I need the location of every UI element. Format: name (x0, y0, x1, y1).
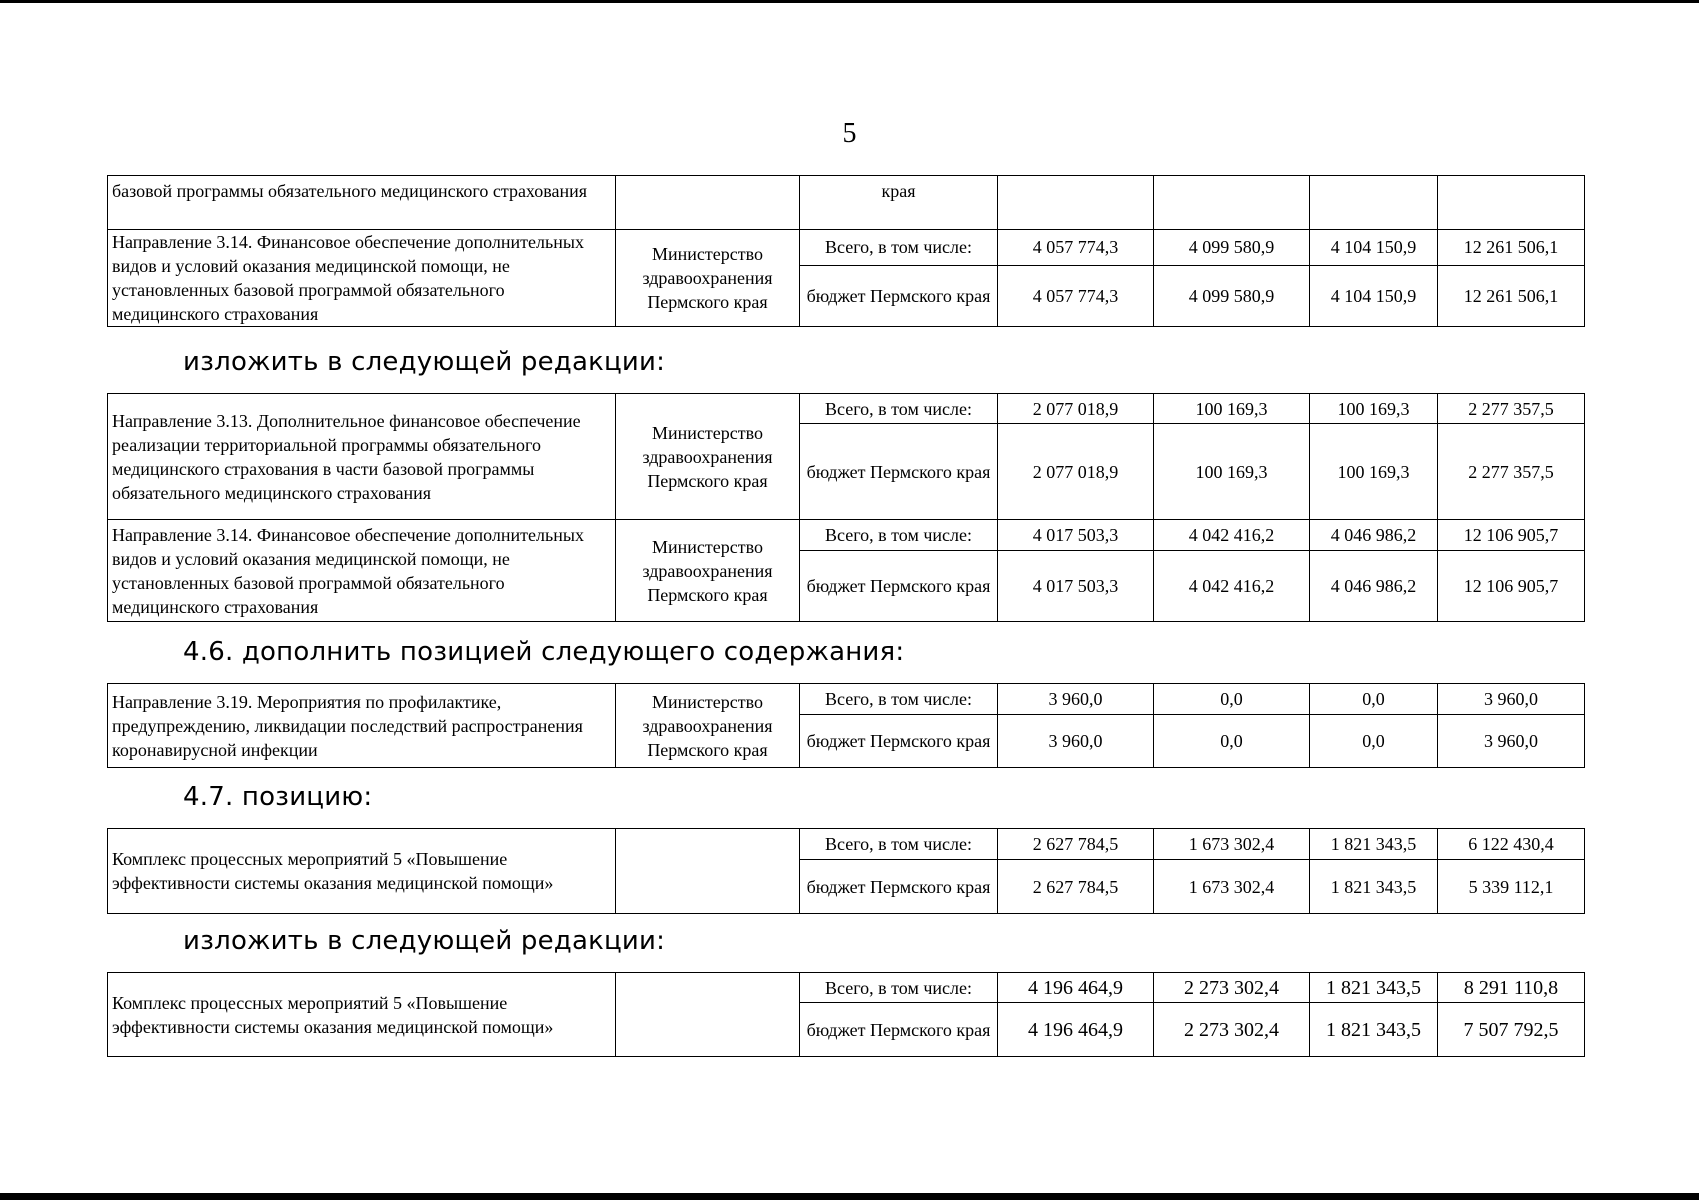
direction-name-cell: Направление 3.13. Дополнительное финансовое обеспечение реализации территориальной программы обязательного медицинского страхования в части базовой программы обязательного медицинского страхования (108, 394, 616, 520)
value-cell: 3 960,0 (998, 715, 1154, 768)
value-cell: 0,0 (1154, 684, 1310, 715)
funding-source-cell: Всего, в том числе: (800, 684, 998, 715)
value-cell: 0,0 (1310, 684, 1438, 715)
responsible-cell (616, 176, 800, 230)
value-cell: 2 273 302,4 (1154, 1003, 1310, 1057)
value-cell: 2 627 784,5 (998, 860, 1154, 914)
value-cell: 4 104 150,9 (1310, 230, 1438, 266)
direction-name-cell: Направление 3.19. Мероприятия по профилактике, предупреждению, ликвидации последствий распространения коронавирусной инфекции (108, 684, 616, 768)
value-cell: 5 339 112,1 (1438, 860, 1585, 914)
value-cell: 4 196 464,9 (998, 973, 1154, 1003)
table-row (108, 230, 1585, 266)
funding-source-cell: края (800, 176, 998, 230)
value-cell: 4 057 774,3 (998, 230, 1154, 266)
value-cell: 4 046 986,2 (1310, 551, 1438, 622)
value-cell: 1 821 343,5 (1310, 1003, 1438, 1057)
responsible-cell: Министерство здравоохранения Пермского края (616, 520, 800, 622)
funding-source-cell: Всего, в том числе: (800, 973, 998, 1003)
value-cell: 12 261 506,1 (1438, 265, 1585, 326)
responsible-cell (616, 973, 800, 1057)
value-cell: 3 960,0 (1438, 715, 1585, 768)
value-cell (1310, 176, 1438, 230)
funding-source-cell: бюджет Пермского края (800, 424, 998, 520)
funding-source-cell: бюджет Пермского края (800, 1003, 998, 1057)
value-cell: 2 273 302,4 (1154, 973, 1310, 1003)
page-number: 5 (842, 118, 857, 149)
value-cell (1154, 176, 1310, 230)
value-cell: 4 196 464,9 (998, 1003, 1154, 1057)
value-cell: 3 960,0 (998, 684, 1154, 715)
value-cell: 2 277 357,5 (1438, 394, 1585, 424)
table-row (108, 176, 1585, 230)
value-cell: 100 169,3 (1154, 394, 1310, 424)
value-cell: 1 673 302,4 (1154, 829, 1310, 860)
table-new-complex (107, 972, 1585, 1057)
section-heading: 4.7. позицию: (183, 782, 373, 812)
value-cell (1438, 176, 1585, 230)
table-row (108, 973, 1585, 1003)
value-cell: 4 046 986,2 (1310, 520, 1438, 551)
scan-border-top (0, 0, 1699, 3)
value-cell: 0,0 (1154, 715, 1310, 768)
value-cell: 4 104 150,9 (1310, 265, 1438, 326)
funding-source-cell: бюджет Пермского края (800, 715, 998, 768)
funding-source-cell: бюджет Пермского края (800, 551, 998, 622)
value-cell (998, 176, 1154, 230)
responsible-cell: Министерство здравоохранения Пермского края (616, 230, 800, 327)
value-cell: 12 106 905,7 (1438, 551, 1585, 622)
responsible-cell: Министерство здравоохранения Пермского края (616, 684, 800, 768)
value-cell: 7 507 792,5 (1438, 1003, 1585, 1057)
scan-border-bottom (0, 1193, 1699, 1200)
value-cell: 1 821 343,5 (1310, 860, 1438, 914)
table-row (108, 829, 1585, 860)
value-cell: 12 261 506,1 (1438, 230, 1585, 266)
complex-name-cell: Комплекс процессных мероприятий 5 «Повышение эффективности системы оказания медицинской помощи» (108, 829, 616, 914)
complex-name-cell: Комплекс процессных мероприятий 5 «Повышение эффективности системы оказания медицинской помощи» (108, 973, 616, 1057)
table-addition (107, 683, 1585, 768)
value-cell: 100 169,3 (1310, 424, 1438, 520)
table-row (108, 394, 1585, 424)
value-cell: 100 169,3 (1310, 394, 1438, 424)
funding-source-cell: Всего, в том числе: (800, 520, 998, 551)
value-cell: 3 960,0 (1438, 684, 1585, 715)
value-cell: 1 821 343,5 (1310, 973, 1438, 1003)
funding-source-cell: Всего, в том числе: (800, 230, 998, 266)
table-row (108, 520, 1585, 551)
value-cell: 2 077 018,9 (998, 394, 1154, 424)
value-cell: 4 042 416,2 (1154, 551, 1310, 622)
direction-name-cell: базовой программы обязательного медицинского страхования (108, 176, 616, 230)
value-cell: 4 099 580,9 (1154, 230, 1310, 266)
value-cell: 4 042 416,2 (1154, 520, 1310, 551)
funding-source-cell: Всего, в том числе: (800, 394, 998, 424)
table-previous-version (107, 175, 1585, 327)
value-cell: 0,0 (1310, 715, 1438, 768)
value-cell: 8 291 110,8 (1438, 973, 1585, 1003)
value-cell: 100 169,3 (1154, 424, 1310, 520)
section-heading: 4.6. дополнить позицией следующего содержания: (183, 637, 905, 667)
section-heading: изложить в следующей редакции: (183, 347, 666, 377)
table-row (108, 684, 1585, 715)
table-new-version (107, 393, 1585, 622)
value-cell: 1 821 343,5 (1310, 829, 1438, 860)
value-cell: 4 057 774,3 (998, 265, 1154, 326)
funding-source-cell: Всего, в том числе: (800, 829, 998, 860)
value-cell: 6 122 430,4 (1438, 829, 1585, 860)
table-old-complex (107, 828, 1585, 914)
direction-name-cell: Направление 3.14. Финансовое обеспечение дополнительных видов и условий оказания медицинской помощи, не установленных базовой программой обязательного медицинского страхования (108, 520, 616, 622)
section-heading: изложить в следующей редакции: (183, 926, 666, 956)
funding-source-cell: бюджет Пермского края (800, 265, 998, 326)
value-cell: 4 017 503,3 (998, 551, 1154, 622)
value-cell: 4 017 503,3 (998, 520, 1154, 551)
value-cell: 4 099 580,9 (1154, 265, 1310, 326)
value-cell: 2 627 784,5 (998, 829, 1154, 860)
direction-name-cell: Направление 3.14. Финансовое обеспечение дополнительных видов и условий оказания медицинской помощи, не установленных базовой программой обязательного медицинского страхования (108, 230, 616, 327)
value-cell: 2 277 357,5 (1438, 424, 1585, 520)
value-cell: 1 673 302,4 (1154, 860, 1310, 914)
value-cell: 12 106 905,7 (1438, 520, 1585, 551)
responsible-cell (616, 829, 800, 914)
value-cell: 2 077 018,9 (998, 424, 1154, 520)
responsible-cell: Министерство здравоохранения Пермского края (616, 394, 800, 520)
funding-source-cell: бюджет Пермского края (800, 860, 998, 914)
